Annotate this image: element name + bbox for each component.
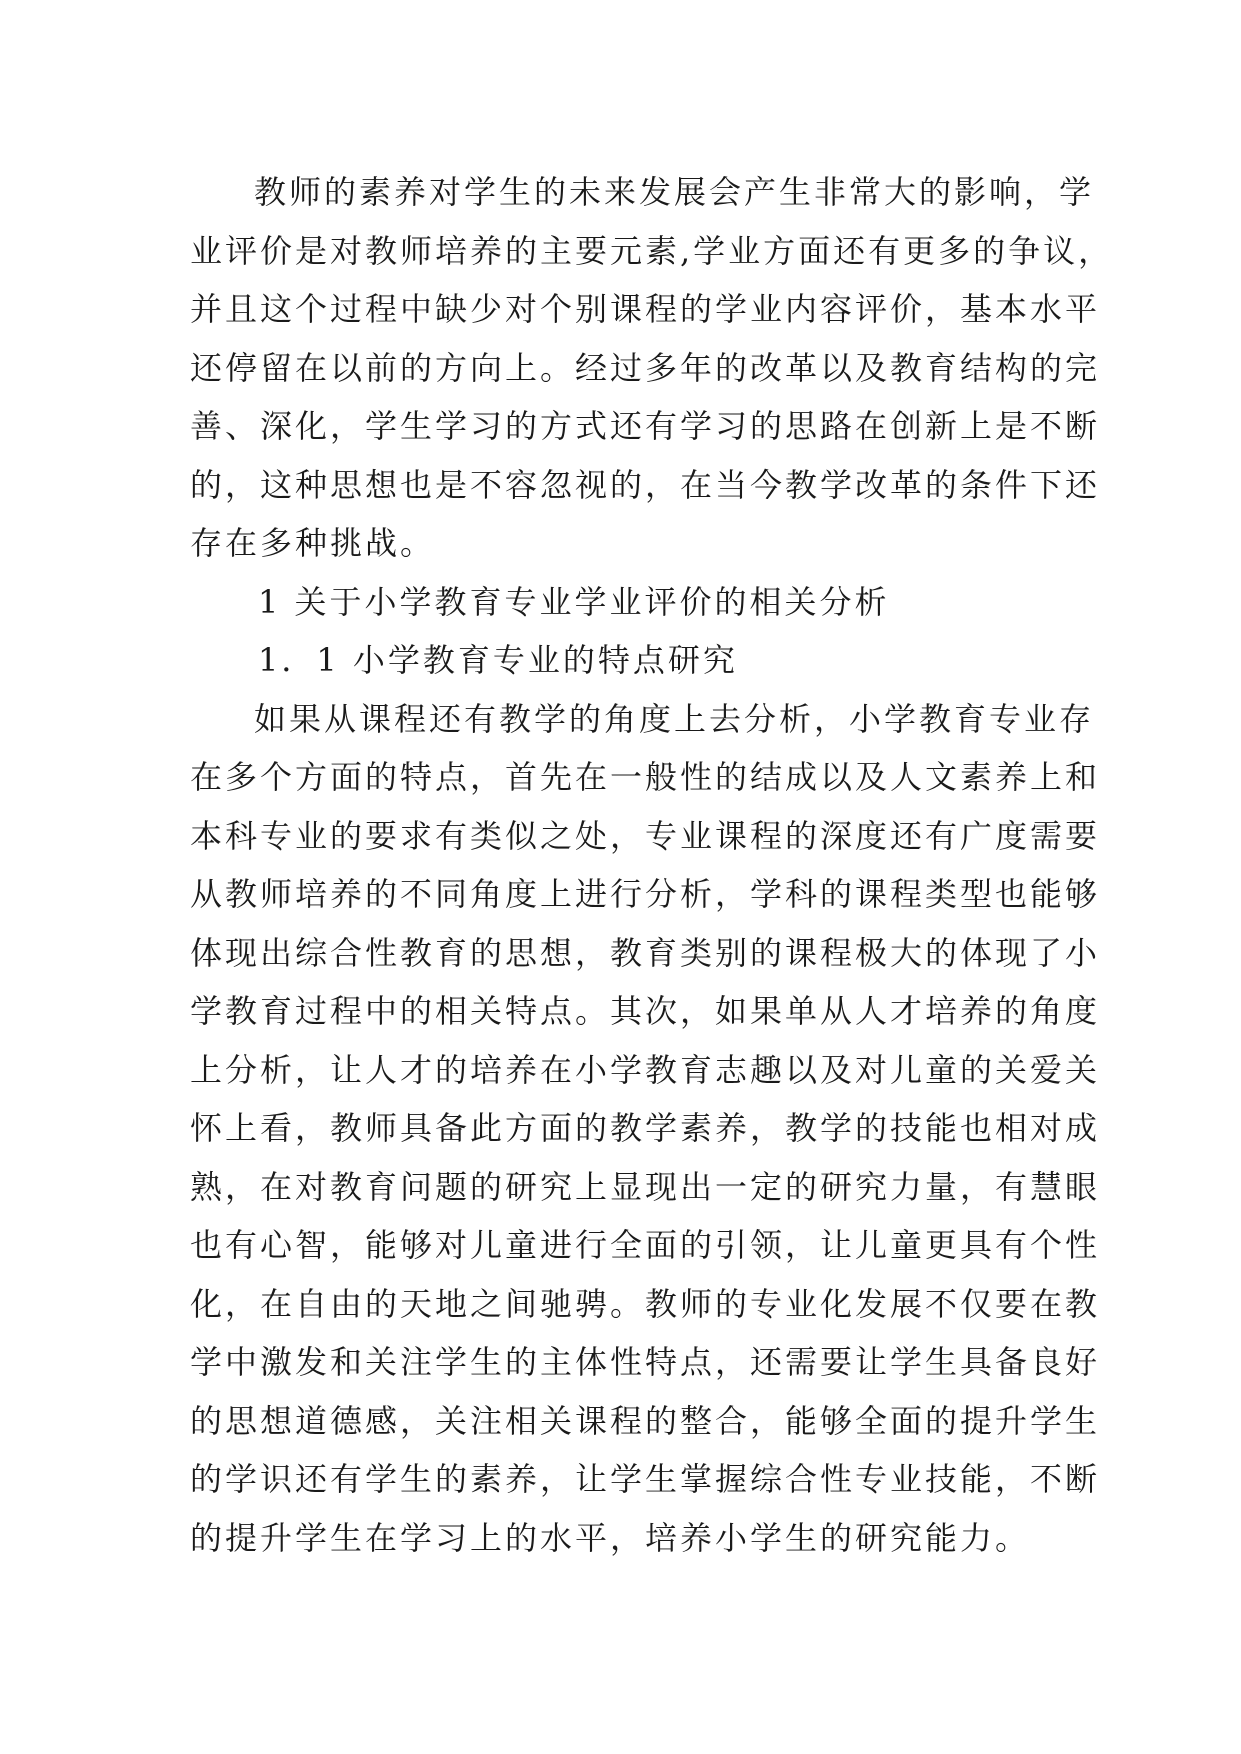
paragraph-line: 也有心智，能够对儿童进行全面的引领，让儿童更具有个性 <box>190 1226 1101 1264</box>
body-paragraph <box>190 690 1101 1568</box>
paragraph-line: 从教师培养的不同角度上进行分析，学科的课程类型也能够 <box>190 875 1101 913</box>
paragraph-line: 上分析，让人才的培养在小学教育志趣以及对儿童的关爱关 <box>190 1050 1101 1089</box>
paragraph-line: 的学识还有学生的素养，让学生掌握综合性专业技能，不断 <box>190 1460 1101 1498</box>
paragraph-line: 本科专业的要求有类似之处，专业课程的深度还有广度需要 <box>190 816 1101 855</box>
subsection-heading: 1．1 小学教育专业的特点研究 <box>258 641 738 679</box>
document-body <box>190 163 1114 1567</box>
paragraph-line: 如果从课程还有教学的角度上去分析，小学教育专业存 <box>254 699 1095 738</box>
paragraph-line: 善、深化，学生学习的方式还有学习的思路在创新上是不断 <box>190 407 1101 445</box>
paragraph-line: 并且这个过程中缺少对个别课程的学业内容评价，基本水平 <box>190 290 1101 328</box>
paragraph-line: 的，这种思想也是不容忽视的，在当今教学改革的条件下还 <box>190 465 1101 504</box>
paragraph-line: 熟，在对教育问题的研究上显现出一定的研究力量，有慧眼 <box>190 1167 1101 1206</box>
paragraph-line: 教师的素养对学生的未来发展会产生非常大的影响，学 <box>254 173 1095 211</box>
paragraph-line: 的提升学生在学习上的水平，培养小学生的研究能力。 <box>190 1518 1031 1557</box>
paragraph-line: 学教育过程中的相关特点。其次，如果单从人才培养的角度 <box>190 992 1101 1030</box>
paragraph-line: 还停留在以前的方向上。经过多年的改革以及教育结构的完 <box>190 348 1101 387</box>
paragraph-line: 业评价是对教师培养的主要元素,学业方面还有更多的争议， <box>190 231 1114 270</box>
paragraph-line: 化，在自由的天地之间驰骋。教师的专业化发展不仅要在教 <box>190 1284 1101 1323</box>
paragraph-line: 怀上看，教师具备此方面的教学素养，教学的技能也相对成 <box>190 1109 1101 1147</box>
paragraph-line: 存在多种挑战。 <box>190 524 436 562</box>
paragraph-line: 的思想道德感，关注相关课程的整合，能够全面的提升学生 <box>190 1401 1101 1440</box>
paragraph-line: 在多个方面的特点，首先在一般性的结成以及人文素养上和 <box>190 758 1101 796</box>
intro-paragraph <box>190 163 1114 573</box>
section-heading: 1 关于小学教育专业学业评价的相关分析 <box>258 582 890 621</box>
paragraph-line: 体现出综合性教育的思想，教育类别的课程极大的体现了小 <box>190 933 1101 972</box>
paragraph-line: 学中激发和关注学生的主体性特点，还需要让学生具备良好 <box>190 1343 1101 1381</box>
